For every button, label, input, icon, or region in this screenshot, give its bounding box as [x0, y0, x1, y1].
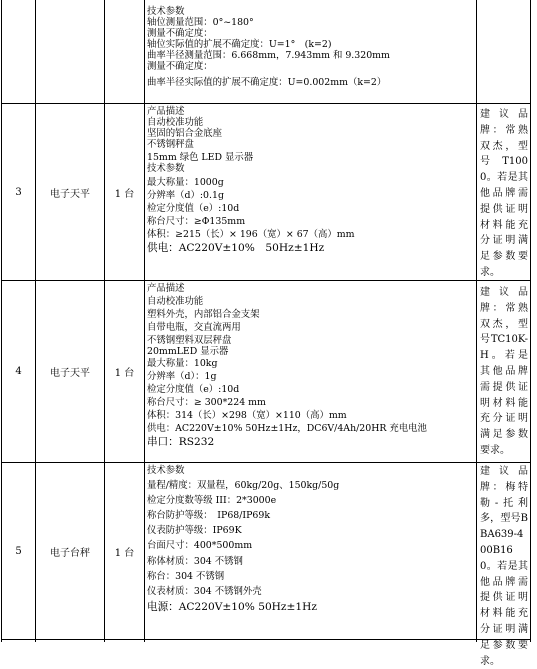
description-line: 分辨率（d）：1g [147, 370, 217, 382]
description-line: 自动校准功能 [147, 117, 204, 129]
item-description [147, 106, 475, 279]
description-line: 最大称量：1000g [147, 176, 224, 188]
item-name: 电子台秤 [50, 547, 90, 559]
description-line: 不锈钢秤盘 [147, 139, 194, 151]
item-quantity: 1 台 [114, 188, 135, 200]
description-line: 自带电瓶，交直流两用 [147, 322, 241, 334]
top-row-line: 测量不确定度： [147, 61, 213, 73]
description-line: 称体材质：304 不锈钢 [147, 555, 243, 567]
description-line: 供电：AC220V±10% 50Hz±1Hz [147, 242, 325, 255]
description-line: 电源：AC220V±10% 50Hz±1Hz [147, 600, 317, 613]
item-recommendation: 建议品牌：常熟双杰，型号T1000。若是其他品牌需提供证明材料能充分证明满足参数要求。 [480, 109, 528, 278]
top-row-line: 测量不确定度： [147, 28, 213, 40]
row-index: 3 [15, 186, 22, 198]
description-line: 检定分度值（e）:10d [147, 202, 240, 214]
description-line: 技术参数 [147, 163, 185, 175]
item-recommendation: 建议品牌：常熟双杰，型号TC10K-H。若是其他品牌需提供证明材料能充分证明满足参数要求。 [480, 287, 528, 456]
top-row-description [147, 6, 475, 102]
description-line: 仪表防护等级：IP69K [147, 525, 242, 537]
item-name: 电子天平 [50, 188, 90, 200]
description-line: 台面尺寸：400*500mm [147, 540, 253, 552]
top-row-line: 曲率半径测量范围：6.668mm，7.943mm 和 9.320mm [147, 50, 390, 62]
description-line: 分辨率（d）:0.1g [147, 189, 224, 201]
description-line: 量程/精度：双量程，60kg/20g、150kg/50g [147, 480, 340, 492]
item-name: 电子天平 [50, 368, 90, 379]
description-line: 供电：AC220V±10% 50Hz±1Hz，DC6V/4Ah/20HR 充电电池 [147, 423, 427, 435]
item-description [147, 465, 475, 638]
description-line: 称台：304 不锈钢 [147, 570, 225, 582]
description-line: 不锈钢塑料双层秤盘 [147, 335, 232, 347]
item-quantity: 1 台 [114, 368, 135, 379]
item-recommendation: 建议品牌：梅特勒-托利多，型号BBA639-400B160。若是其他品牌需提供证明材料能充分证明满足参数要求。 [480, 466, 528, 667]
item-quantity: 1 台 [114, 547, 135, 559]
top-row-line: 曲率半径实际值的扩展不确定度：U=0.002mm（k=2） [147, 76, 387, 88]
description-line: 称台尺寸：≥Φ135mm [147, 215, 246, 227]
description-line: 称台防护等级： IP68/IP69k [147, 510, 271, 522]
description-line: 最大称量：10kg [147, 357, 218, 369]
description-line: 检定分度值（e）:10d [147, 383, 240, 395]
description-line: 体积：≥215（长）× 196（宽）× 67（高）mm [147, 228, 355, 240]
item-description [147, 283, 475, 461]
description-line: 产品描述 [147, 283, 185, 294]
description-line: 坚固的铝合金底座 [147, 128, 223, 140]
description-line: 20mmLED 显示器 [147, 346, 229, 358]
description-line: 自动校准功能 [147, 296, 204, 308]
top-row-line: 轴位实际值的扩展不确定度：U=1° (k=2) [147, 39, 332, 51]
description-line: 产品描述 [147, 106, 185, 117]
description-line: 15mm 绿色 LED 显示器 [147, 152, 254, 164]
description-line: 称台尺寸：≥ 300*224 mm [147, 396, 266, 408]
row-index: 5 [15, 545, 22, 557]
description-line: 检定分度数等级 III：2*3000e [147, 495, 277, 507]
top-row-line: 技术参数 [147, 6, 185, 17]
description-line: 仪表材质：304 不锈钢外壳 [147, 585, 262, 597]
description-line: 技术参数 [147, 465, 185, 476]
description-line: 体积：314（长）×298（宽）×110（高）mm [147, 409, 347, 421]
description-line: 串口：RS232 [147, 436, 215, 449]
description-line: 塑料外壳，内部铝合金支架 [147, 309, 260, 321]
row-index: 4 [15, 366, 22, 377]
top-row-line: 轴位测量范围：0°~180° [147, 17, 254, 29]
